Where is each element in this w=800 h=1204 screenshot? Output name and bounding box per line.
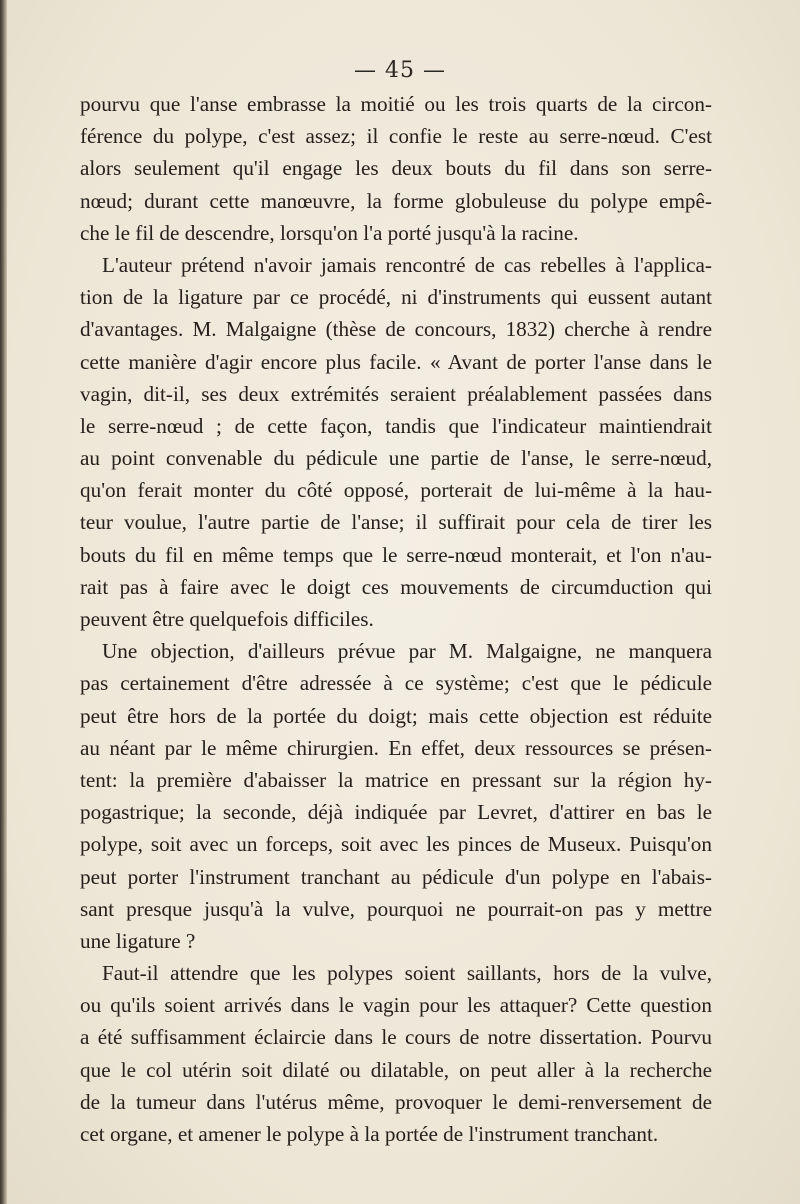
text-line: rait pas à faire avec le doigt ces mouvements de circumduction qui [80,574,712,599]
text-line: pogastrique; la seconde, déjà indiquée par Levret, d'attirer en bas le [80,800,712,825]
text-line: nœud; durant cette manœuvre, la forme globuleuse du polype empê- [80,188,712,213]
text-line: le serre-nœud ; de cette façon, tandis que l'indicateur maintiendrait [80,413,712,438]
text-line: au néant par le même chirurgien. En effet, deux ressources se présen- [80,735,712,760]
text-line: peut être hors de la portée du doigt; mais cette objection est réduite [80,703,712,728]
text-line: polype, soit avec un forceps, soit avec les pinces de Museux. Puisqu'on [80,832,712,857]
binding-edge [0,0,7,1204]
text-line: cet organe, et amener le polype à la portée de l'instrument tranchant. [80,1122,659,1146]
text-line: bouts du fil en même temps que le serre-nœud monterait, et l'on n'au- [80,542,712,567]
page-number: — 45 — [354,58,446,83]
text-line: peut porter l'instrument tranchant au pédicule d'un polype en l'abais- [80,864,712,889]
text-line: de la tumeur dans l'utérus même, provoquer le demi-renversement de [80,1089,712,1114]
text-line: une ligature ? [80,928,196,953]
text-line: qu'on ferait monter du côté opposé, porterait de lui-même à la hau- [80,478,712,503]
text-line: Faut-il attendre que les polypes soient saillants, hors de la vulve, [102,961,712,986]
text-line: peuvent être quelquefois difficiles. [80,607,374,631]
text-line: que le col utérin soit dilaté ou dilatable, on peut aller à la recherche [80,1057,712,1082]
text-line: férence du polype, c'est assez; il confie le reste au serre-nœud. C'est [80,124,712,149]
text-line: pas certainement d'être adressée à ce système; c'est que le pédicule [80,671,712,696]
text-line: tion de la ligature par ce procédé, ni d'instruments qui eussent autant [80,285,712,310]
body-text [80,88,712,1150]
text-line: Une objection, d'ailleurs prévue par M. Malgaigne, ne manquera [102,639,712,664]
text-line: cette manière d'agir encore plus facile. « Avant de porter l'anse dans le [80,349,712,374]
text-line: au point convenable du pédicule une partie de l'anse, le serre-nœud, [80,446,712,471]
text-line: che le fil de descendre, lorsqu'on l'a porté jusqu'à la racine. [80,220,579,245]
text-line: d'avantages. M. Malgaigne (thèse de concours, 1832) cherche à rendre [80,317,712,342]
text-line: a été suffisamment éclaircie dans le cours de notre dissertation. Pourvu [80,1025,712,1050]
text-line: sant presque jusqu'à la vulve, pourquoi ne pourrait-on pas y mettre [80,896,712,921]
text-line: pourvu que l'anse embrasse la moitié ou les trois quarts de la circon- [80,92,712,116]
text-line: alors seulement qu'il engage les deux bouts du fil dans son serre- [80,156,712,181]
text-line: tent: la première d'abaisser la matrice en pressant sur la région hy- [80,767,712,792]
text-line: ou qu'ils soient arrivés dans le vagin pour les attaquer? Cette question [80,993,712,1018]
text-line: L'auteur prétend n'avoir jamais rencontré de cas rebelles à l'applica- [102,252,712,277]
text-line: vagin, dit-il, ses deux extrémités seraient préalablement passées dans [80,381,712,406]
text-line: teur voulue, l'autre partie de l'anse; il suffirait pour cela de tirer les [80,510,712,535]
